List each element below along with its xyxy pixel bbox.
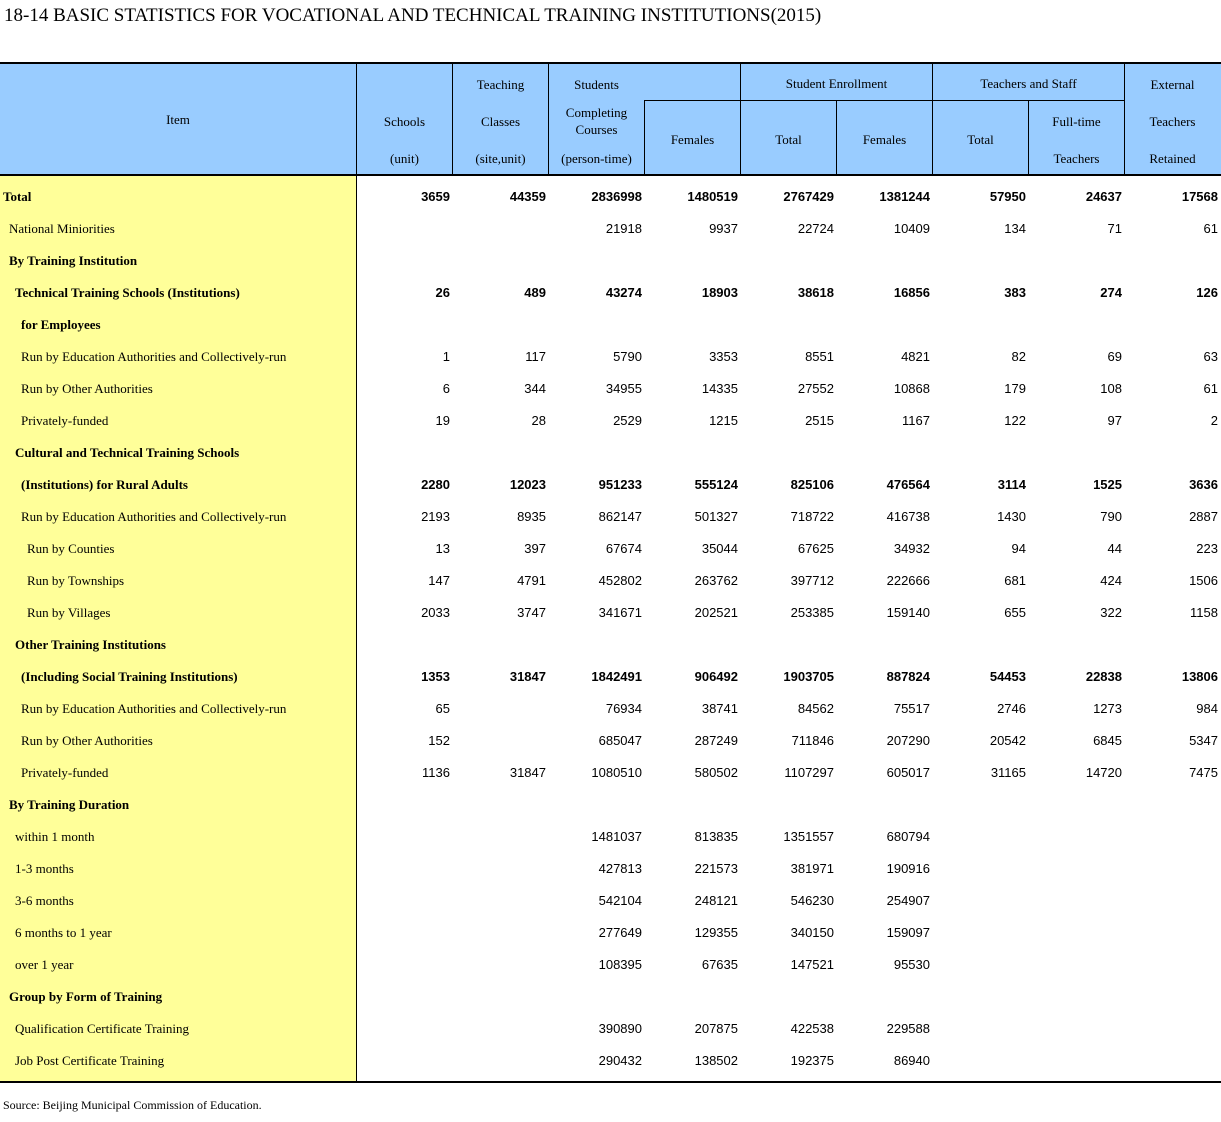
table-row [0, 501, 1221, 533]
table-row [0, 917, 1221, 949]
header-teachers-and-staff: Teachers and Staff [980, 76, 1077, 91]
table-bottom-rule [0, 1081, 1221, 1083]
table-cell: 71 [1107, 221, 1122, 236]
table-cell: 10409 [893, 221, 930, 236]
table-cell: 122 [1004, 413, 1026, 428]
table-row [0, 405, 1221, 437]
table-cell: 263762 [694, 573, 738, 588]
table-cell: 390890 [598, 1021, 642, 1036]
table-cell: 129355 [694, 925, 738, 940]
table-row [0, 789, 1221, 821]
header-divider [836, 100, 837, 176]
table-cell: 341671 [598, 605, 642, 620]
table-row [0, 373, 1221, 405]
table-cell: 476564 [886, 477, 930, 492]
table-cell: 1167 [902, 413, 930, 428]
header-courses-unit: (person-time) [561, 151, 632, 166]
table-row [0, 1013, 1221, 1045]
table-cell: 3659 [421, 189, 450, 204]
header-staff-total: Total [967, 132, 994, 147]
table-cell: 54453 [989, 669, 1026, 684]
header-item: Item [166, 112, 190, 127]
table-cell: 452802 [598, 573, 642, 588]
table-row [0, 693, 1221, 725]
table-cell: 2767429 [783, 189, 834, 204]
header-classes-unit: (site,unit) [475, 151, 526, 166]
table-cell: 2033 [421, 605, 450, 620]
table-cell: 4791 [517, 573, 546, 588]
table-cell: 3114 [997, 477, 1026, 492]
header-schools-label: Schools [383, 114, 426, 129]
row-label: within 1 month [15, 829, 95, 844]
table-cell: 75517 [893, 701, 930, 716]
table-cell: 290432 [598, 1053, 642, 1068]
header-students: Students [574, 77, 619, 92]
table-cell: 95530 [893, 957, 930, 972]
header-divider [1124, 64, 1125, 176]
table-row [0, 981, 1221, 1013]
table-cell: 202521 [694, 605, 738, 620]
table-cell: 28 [531, 413, 546, 428]
table-cell: 1107297 [784, 765, 834, 780]
table-cell: 253385 [790, 605, 834, 620]
table-cell: 61 [1203, 381, 1218, 396]
table-cell: 17568 [1181, 189, 1218, 204]
row-label: Run by Education Authorities and Collectively-run [21, 349, 287, 364]
header-enrollment-females: Females [862, 132, 907, 147]
row-label: By Training Institution [9, 253, 138, 268]
table-cell: 34955 [605, 381, 642, 396]
table-cell: 14335 [701, 381, 738, 396]
table-cell: 63 [1203, 349, 1218, 364]
row-label: Privately-funded [21, 413, 109, 428]
table-cell: 685047 [598, 733, 642, 748]
table-cell: 422538 [790, 1021, 834, 1036]
table-cell: 546230 [790, 893, 834, 908]
table-cell: 108395 [598, 957, 642, 972]
table-cell: 10868 [893, 381, 930, 396]
table-row [0, 245, 1221, 277]
table-cell: 340150 [790, 925, 834, 940]
row-label: Run by Education Authorities and Collectively-run [21, 701, 287, 716]
table-row [0, 181, 1221, 213]
table-cell: 44359 [509, 189, 546, 204]
table-cell: 20542 [989, 733, 1026, 748]
header-divider [356, 64, 357, 176]
source-note: Source: Beijing Municipal Commission of Education. [3, 1098, 262, 1112]
table-cell: 1136 [422, 765, 450, 780]
header-external: External [1150, 77, 1195, 92]
table-cell: 65 [435, 701, 450, 716]
table-cell: 108 [1100, 381, 1122, 396]
table-cell: 94 [1011, 541, 1026, 556]
table-cell: 38618 [797, 285, 834, 300]
table-cell: 680794 [886, 829, 930, 844]
header-divider [548, 64, 549, 176]
table-cell: 287249 [694, 733, 738, 748]
row-label: Run by Education Authorities and Collectively-run [21, 509, 287, 524]
table-cell: 5347 [1189, 733, 1218, 748]
header-student-enrollment: Student Enrollment [785, 76, 888, 91]
table-cell: 825106 [790, 477, 834, 492]
table-cell: 501327 [694, 509, 738, 524]
table-cell: 138502 [694, 1053, 738, 1068]
table-cell: 9937 [709, 221, 738, 236]
table-cell: 31165 [990, 765, 1026, 780]
table-cell: 61 [1203, 221, 1218, 236]
table-cell: 605017 [886, 765, 930, 780]
table-cell: 12023 [509, 477, 546, 492]
table-cell: 190916 [886, 861, 930, 876]
header-divider [644, 100, 741, 101]
table-cell: 18903 [701, 285, 738, 300]
table-cell: 38741 [701, 701, 738, 716]
table-cell: 2193 [421, 509, 450, 524]
header-divider [740, 100, 1125, 101]
row-label: 1-3 months [15, 861, 74, 876]
table-cell: 26 [435, 285, 450, 300]
table-cell: 887824 [886, 669, 930, 684]
table-cell: 3747 [517, 605, 546, 620]
table-cell: 82 [1011, 349, 1026, 364]
table-cell: 906492 [694, 669, 738, 684]
table-cell: 229588 [886, 1021, 930, 1036]
table-cell: 580502 [694, 765, 738, 780]
table-cell: 67625 [797, 541, 834, 556]
row-label: Total [3, 189, 32, 204]
table-cell: 383 [1004, 285, 1026, 300]
table-cell: 14720 [1085, 765, 1122, 780]
table-cell: 117 [525, 349, 546, 364]
table-cell: 427813 [598, 861, 642, 876]
table-cell: 2529 [613, 413, 642, 428]
table-cell: 67635 [701, 957, 738, 972]
table-cell: 681 [1004, 573, 1026, 588]
table-row [0, 213, 1221, 245]
table-cell: 31847 [509, 765, 546, 780]
table-body [0, 181, 1221, 1077]
header-divider [932, 64, 933, 176]
table-cell: 555124 [694, 477, 738, 492]
table-cell: 223 [1196, 541, 1218, 556]
table-cell: 221573 [694, 861, 738, 876]
table-cell: 322 [1100, 605, 1122, 620]
row-label: By Training Duration [9, 797, 130, 812]
table-cell: 1080510 [591, 765, 642, 780]
row-label: Privately-funded [21, 765, 109, 780]
row-label: Group by Form of Training [9, 989, 163, 1004]
table-cell: 159097 [886, 925, 930, 940]
table-cell: 2280 [421, 477, 450, 492]
table-row [0, 949, 1221, 981]
table-cell: 397712 [790, 573, 834, 588]
header-courses: Courses [575, 122, 618, 137]
table-cell: 147 [428, 573, 450, 588]
row-label: over 1 year [15, 957, 74, 972]
table-cell: 31847 [509, 669, 546, 684]
table-cell: 44 [1107, 541, 1122, 556]
table-cell: 13806 [1181, 669, 1218, 684]
table-cell: 21918 [605, 221, 642, 236]
header-schools-unit: (unit) [390, 151, 419, 166]
table-cell: 813835 [694, 829, 738, 844]
row-label: 3-6 months [15, 893, 74, 908]
table-cell: 8551 [805, 349, 834, 364]
table-cell: 1215 [709, 413, 738, 428]
table-cell: 147521 [790, 957, 834, 972]
table-cell: 2887 [1189, 509, 1218, 524]
table-cell: 152 [428, 733, 450, 748]
table-cell: 86940 [893, 1053, 930, 1068]
header-teaching: Teaching [476, 77, 525, 92]
table-cell: 222666 [886, 573, 930, 588]
table-cell: 1351557 [783, 829, 834, 844]
row-label: Cultural and Technical Training Schools [15, 445, 240, 460]
table-row [0, 885, 1221, 917]
table-cell: 254907 [886, 893, 930, 908]
table-row [0, 597, 1221, 629]
table-cell: 84562 [797, 701, 834, 716]
table-cell: 381971 [790, 861, 834, 876]
table-row [0, 437, 1221, 469]
table-row [0, 533, 1221, 565]
table-cell: 1158 [1190, 605, 1218, 620]
table-cell: 344 [524, 381, 546, 396]
table-cell: 1 [442, 349, 450, 364]
table-cell: 1381244 [879, 189, 930, 204]
table-cell: 6845 [1093, 733, 1122, 748]
table-row [0, 629, 1221, 661]
table-cell: 179 [1004, 381, 1026, 396]
table-cell: 57950 [989, 189, 1026, 204]
table-cell: 67674 [605, 541, 642, 556]
table-cell: 76934 [605, 701, 642, 716]
table-cell: 22838 [1085, 669, 1122, 684]
table-cell: 542104 [598, 893, 642, 908]
table-row [0, 821, 1221, 853]
table-cell: 274 [1100, 285, 1122, 300]
table-row [0, 277, 1221, 309]
header-enrollment-total: Total [775, 132, 802, 147]
table-cell: 984 [1196, 701, 1218, 716]
row-label: Qualification Certificate Training [15, 1021, 190, 1036]
header-fulltime-teachers: Teachers [1053, 151, 1100, 166]
table-cell: 207290 [886, 733, 930, 748]
row-label: Run by Townships [27, 573, 125, 588]
table-cell: 1273 [1093, 701, 1122, 716]
table-cell: 8935 [517, 509, 546, 524]
table-cell: 790 [1100, 509, 1122, 524]
table-row [0, 661, 1221, 693]
row-label: National Miniorities [9, 221, 115, 236]
header-external-teachers: Teachers [1149, 114, 1196, 129]
header-divider [1028, 100, 1029, 176]
header-completing: Completing [565, 105, 628, 120]
table-cell: 97 [1107, 413, 1122, 428]
table-cell: 5790 [613, 349, 642, 364]
table-cell: 1842491 [591, 669, 642, 684]
table-cell: 1430 [997, 509, 1026, 524]
table-cell: 24637 [1085, 189, 1122, 204]
table-cell: 951233 [598, 477, 642, 492]
table-cell: 35044 [701, 541, 738, 556]
table-cell: 16856 [893, 285, 930, 300]
table-cell: 27552 [797, 381, 834, 396]
table-cell: 192375 [790, 1053, 834, 1068]
row-label: Run by Other Authorities [21, 733, 153, 748]
table-cell: 1525 [1093, 477, 1122, 492]
header-divider [740, 64, 741, 176]
table-cell: 13 [435, 541, 450, 556]
table-cell: 7475 [1189, 765, 1218, 780]
table-cell: 2836998 [591, 189, 642, 204]
table-cell: 207875 [694, 1021, 738, 1036]
table-cell: 248121 [694, 893, 738, 908]
row-label: Run by Villages [27, 605, 111, 620]
table-cell: 1353 [421, 669, 450, 684]
header-schools [357, 114, 452, 129]
table-cell: 43274 [605, 285, 642, 300]
row-label: for Employees [21, 317, 101, 332]
table-cell: 424 [1100, 573, 1122, 588]
table-cell: 416738 [886, 509, 930, 524]
table-cell: 655 [1004, 605, 1026, 620]
row-label: 6 months to 1 year [15, 925, 112, 940]
table-cell: 2 [1210, 413, 1218, 428]
table-cell: 126 [1196, 285, 1218, 300]
table-cell: 862147 [598, 509, 642, 524]
table-row [0, 565, 1221, 597]
table-cell: 34932 [893, 541, 930, 556]
table-cell: 718722 [790, 509, 834, 524]
header-classes: Classes [481, 114, 520, 129]
table-row [0, 309, 1221, 341]
table-cell: 22724 [797, 221, 834, 236]
table-cell: 277649 [598, 925, 642, 940]
row-label: (Including Social Training Institutions) [21, 669, 238, 684]
table-row [0, 853, 1221, 885]
table-cell: 159140 [886, 605, 930, 620]
table-row [0, 725, 1221, 757]
row-label: Technical Training Schools (Institutions) [15, 285, 240, 300]
table-cell: 4821 [901, 349, 930, 364]
table-cell: 2746 [997, 701, 1026, 716]
table-row [0, 469, 1221, 501]
header-students-females: Females [670, 132, 715, 147]
row-label: Job Post Certificate Training [15, 1053, 165, 1068]
table-cell: 1903705 [783, 669, 834, 684]
table-cell: 19 [435, 413, 450, 428]
table-cell: 134 [1004, 221, 1026, 236]
header-divider [644, 100, 645, 176]
row-label: (Institutions) for Rural Adults [21, 477, 188, 492]
table-cell: 69 [1107, 349, 1122, 364]
table-row [0, 1045, 1221, 1077]
table-cell: 1480519 [687, 189, 738, 204]
table-cell: 6 [442, 381, 450, 396]
page-title: 18-14 BASIC STATISTICS FOR VOCATIONAL AND TECHNICAL TRAINING INSTITUTIONS(2015) [4, 5, 822, 26]
table-cell: 3353 [709, 349, 738, 364]
table-cell: 711846 [791, 733, 834, 748]
row-label: Run by Other Authorities [21, 381, 153, 396]
table-cell: 3636 [1189, 477, 1218, 492]
table-cell: 1506 [1189, 573, 1218, 588]
table-row [0, 341, 1221, 373]
table-cell: 2515 [805, 413, 834, 428]
header-external-retained: Retained [1149, 151, 1196, 166]
table-cell: 397 [524, 541, 546, 556]
table-cell: 1481037 [591, 829, 642, 844]
row-label: Run by Counties [27, 541, 115, 556]
table-cell: 489 [524, 285, 546, 300]
table-row [0, 757, 1221, 789]
row-label: Other Training Institutions [15, 637, 166, 652]
header-divider [452, 64, 453, 176]
table-header [0, 64, 1221, 176]
header-fulltime: Full-time [1052, 114, 1101, 129]
